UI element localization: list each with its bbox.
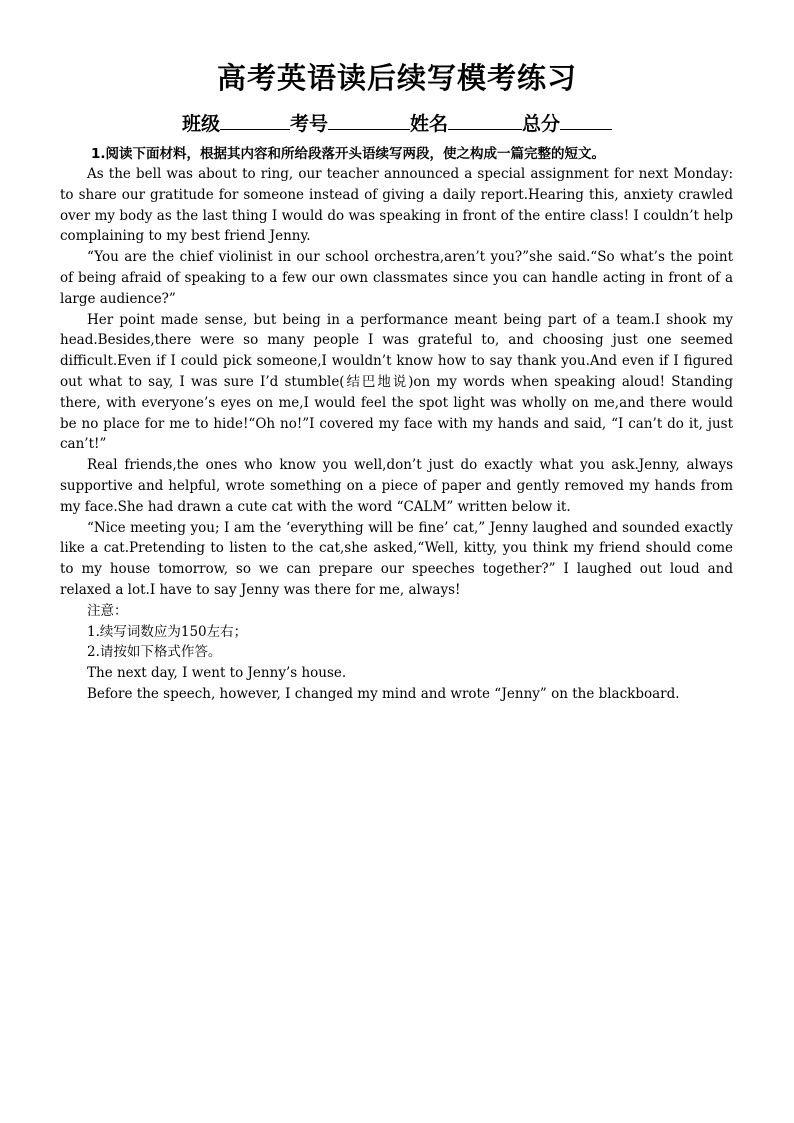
notes-label: 注意： [87,602,128,619]
passage-paragraph: “You are the chief violinist in our school orchestra,aren’t you?”she said.“So what’s the point of being afraid of speaking to a few our own classmates since you can handle acting in front of a large audience?” [60,249,733,307]
continuation-prompt: Before the speech, however, I changed my mind and wrote “Jenny” on the blackboard. [87,685,680,702]
note-item: 2.请按如下格式作答。 [87,644,222,661]
note-item: 1.续写词数应为150左右； [87,623,248,640]
task-instruction: 1.阅读下面材料，根据其内容和所给段落开头语续写两段，使之构成一篇完整的短文。 [91,146,606,162]
continuation-prompt: The next day, I went to Jenny’s house. [87,665,347,682]
score-label: 总分 [522,113,561,135]
passage-paragraph: Her point made sense, but being in a performance meant being part of a team.I shook my head.Besides,there were so many people I was grateful to, and choosing just one seemed difficult.Even if I could pick someone,I wouldn’t know how to say thank you.And even if I figured out what to say, I was sure I’d stumble(结巴地说)on my words when speaking aloud! Standing there, with everyone’s eyes on me,I would feel the spot light was wholly on me,and there would be no place for me to hide!“Oh no!”I covered my face with my hands and said, “I can’t do it, just can’t!” [60,311,733,453]
score-blank [560,109,612,130]
passage-paragraph: Real friends,the ones who know you well,don’t just do exactly what you ask.Jenny, always supportive and helpful, wrote something on a piece of paper and gently removed my hands from my face.She had drawn a cute cat with the word “CALM” written below it. [60,457,733,515]
class-label: 班级 [181,113,220,135]
class-blank [220,109,290,130]
reading-passage [60,164,733,705]
name-label: 姓名 [410,113,449,135]
page-title: 高考英语读后续写模考练习 [216,61,577,95]
student-info-line [0,109,794,138]
exam-no-blank [328,109,410,130]
exam-no-label: 考号 [289,113,328,135]
passage-paragraph: “Nice meeting you; I am the ‘everything will be fine’ cat,” Jenny laughed and sounded exactly like a cat.Pretending to listen to the cat,she asked,“Well, kitty, you think my friend should come to my house tomorrow, so we can prepare our speeches together?” I laughed out loud and relaxed a lot.I have to say Jenny was there for me, always! [60,519,733,598]
name-blank [448,109,522,130]
passage-paragraph: As the bell was about to ring, our teacher announced a special assignment for next Monday: to share our gratitude for someone instead of giving a daily report.Hearing this, anxiety crawled over my body as the last thing I would do was speaking in front of the entire class! I couldn’t help complaining to my best friend Jenny. [60,166,733,245]
